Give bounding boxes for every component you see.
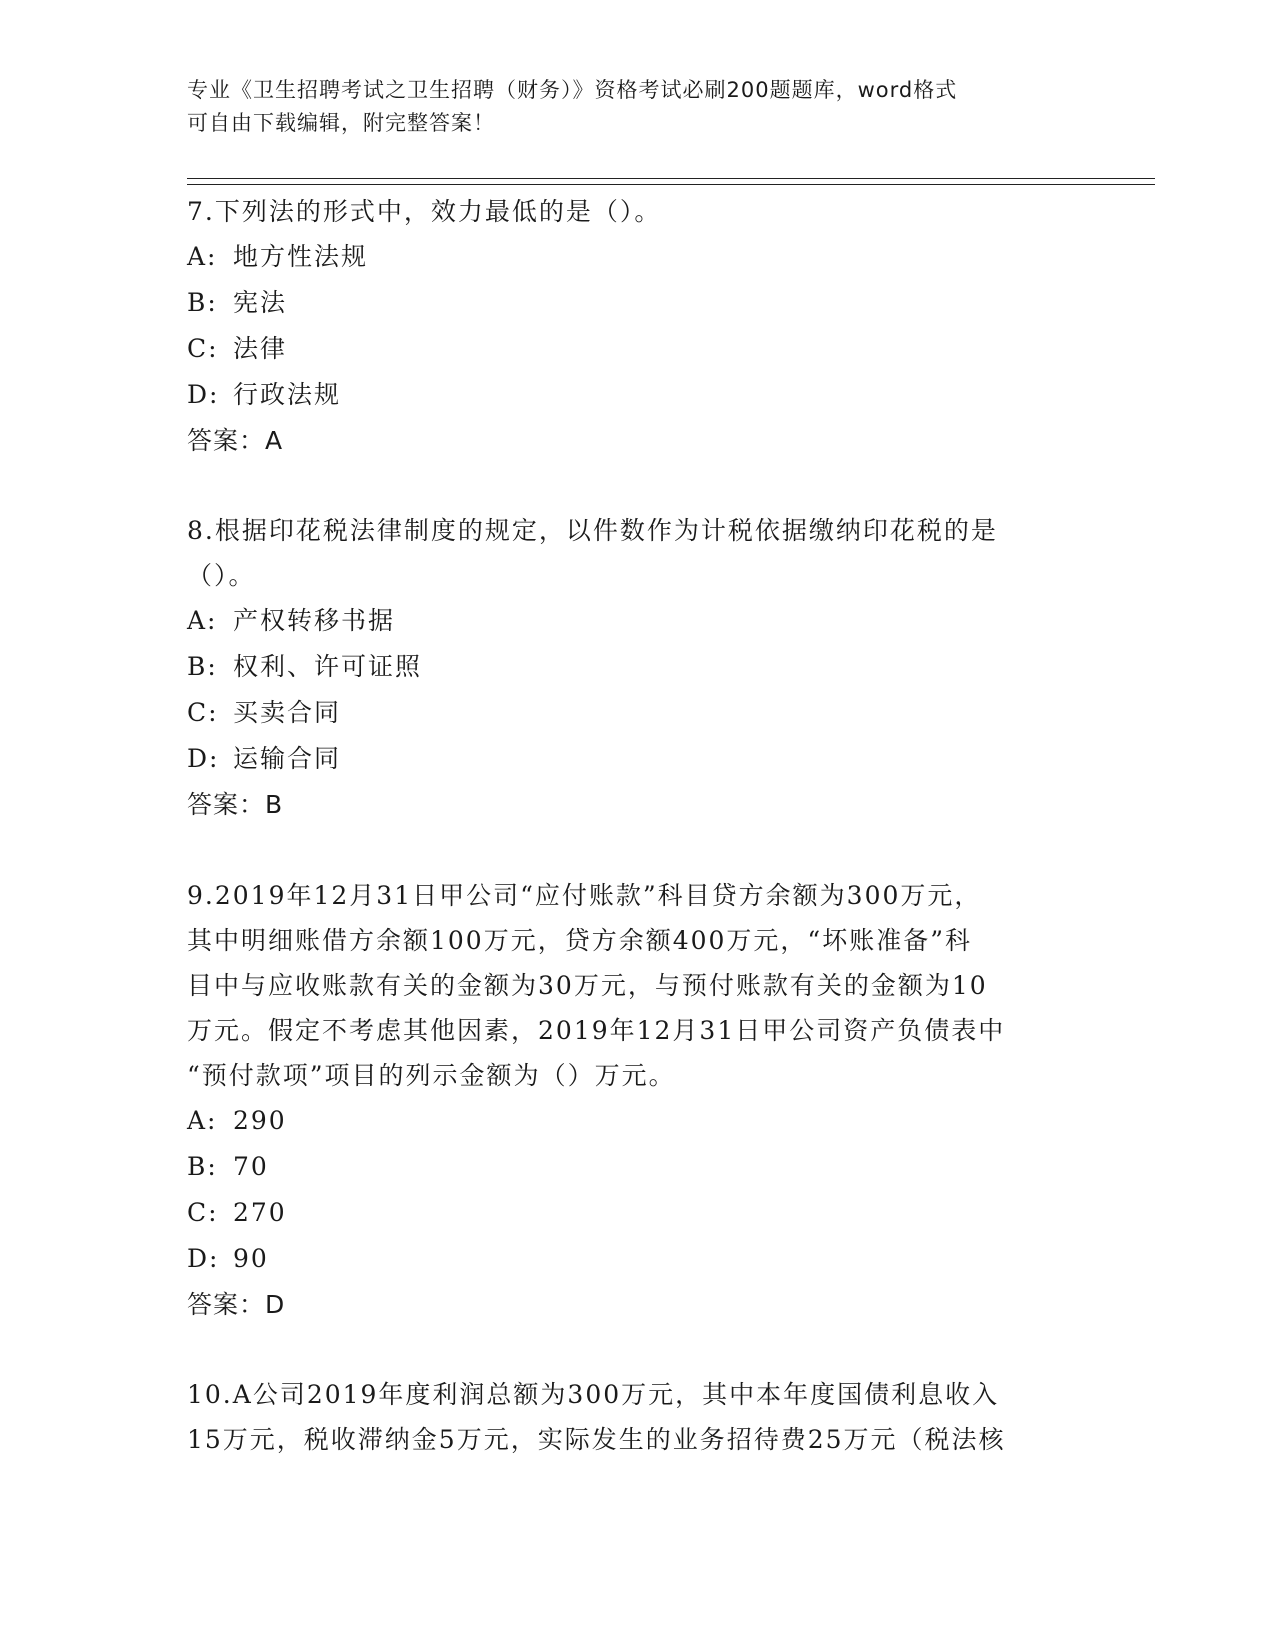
option-text: 地方性法规 <box>233 242 369 271</box>
option-label: A: <box>187 606 218 635</box>
option-label: C: <box>187 698 219 727</box>
stem-line: 10.A公司2019年度利润总额为300万元，其中本年度国债利息收入 <box>187 1380 1000 1409</box>
question-8 <box>187 508 1087 828</box>
answer-line: 答案：A <box>187 426 284 455</box>
stem-line: 7.下列法的形式中，效力最低的是（）。 <box>187 197 662 226</box>
stem-line: 15万元，税收滞纳金5万元，实际发生的业务招待费25万元（税法核 <box>187 1425 1006 1454</box>
stem-line: 8.根据印花税法律制度的规定，以件数作为计税依据缴纳印花税的是 <box>187 516 998 545</box>
question-stem <box>187 1372 1087 1462</box>
option-label: C: <box>187 334 219 363</box>
option-text: 买卖合同 <box>233 698 342 727</box>
header-rule-bottom <box>187 184 1155 185</box>
header-line-1: 专业《卫生招聘考试之卫生招聘（财务）》资格考试必刷200题题库，word格式 <box>187 78 958 102</box>
option-text: 法律 <box>233 334 288 363</box>
option-text: 产权转移书据 <box>233 606 396 635</box>
option-a <box>187 234 1087 280</box>
header-rule-top <box>187 178 1155 179</box>
stem-line: 万元。假定不考虑其他因素，2019年12月31日甲公司资产负债表中 <box>187 1016 1006 1045</box>
option-label: A: <box>187 1106 218 1135</box>
answer-line: 答案：D <box>187 1290 286 1319</box>
option-text: 70 <box>233 1152 269 1181</box>
option-c <box>187 1190 1087 1236</box>
option-label: D: <box>187 380 220 409</box>
question-stem <box>187 189 1087 234</box>
option-text: 权利、许可证照 <box>233 652 423 681</box>
option-b <box>187 280 1087 326</box>
stem-line: “预付款项”项目的列示金额为（）万元。 <box>187 1061 676 1090</box>
option-text: 290 <box>233 1106 287 1135</box>
option-text: 宪法 <box>233 288 288 317</box>
question-10 <box>187 1372 1087 1462</box>
option-d <box>187 736 1087 782</box>
option-label: D: <box>187 744 220 773</box>
option-text: 90 <box>233 1244 269 1273</box>
option-label: A: <box>187 242 218 271</box>
option-b <box>187 644 1087 690</box>
stem-line: （）。 <box>187 561 256 590</box>
question-9 <box>187 873 1087 1328</box>
option-b <box>187 1144 1087 1190</box>
question-7 <box>187 189 1087 464</box>
option-label: B: <box>187 288 218 317</box>
stem-line: 9.2019年12月31日甲公司“应付账款”科目贷方余额为300万元， <box>187 881 982 910</box>
option-d <box>187 1236 1087 1282</box>
option-label: B: <box>187 652 218 681</box>
option-label: B: <box>187 1152 218 1181</box>
option-label: D: <box>187 1244 220 1273</box>
option-d <box>187 372 1087 418</box>
option-text: 行政法规 <box>233 380 342 409</box>
header-line-2: 可自由下载编辑，附完整答案！ <box>187 111 495 135</box>
document-header <box>187 74 1087 140</box>
option-a <box>187 598 1087 644</box>
stem-line: 目中与应收账款有关的金额为30万元，与预付账款有关的金额为10 <box>187 971 988 1000</box>
option-c <box>187 690 1087 736</box>
question-stem <box>187 508 1087 598</box>
stem-line: 其中明细账借方余额100万元，贷方余额400万元，“坏账准备”科 <box>187 926 972 955</box>
option-text: 运输合同 <box>233 744 342 773</box>
option-label: C: <box>187 1198 219 1227</box>
option-a <box>187 1098 1087 1144</box>
question-stem <box>187 873 1087 1098</box>
answer-line: 答案：B <box>187 790 284 819</box>
option-text: 270 <box>233 1198 287 1227</box>
option-c <box>187 326 1087 372</box>
